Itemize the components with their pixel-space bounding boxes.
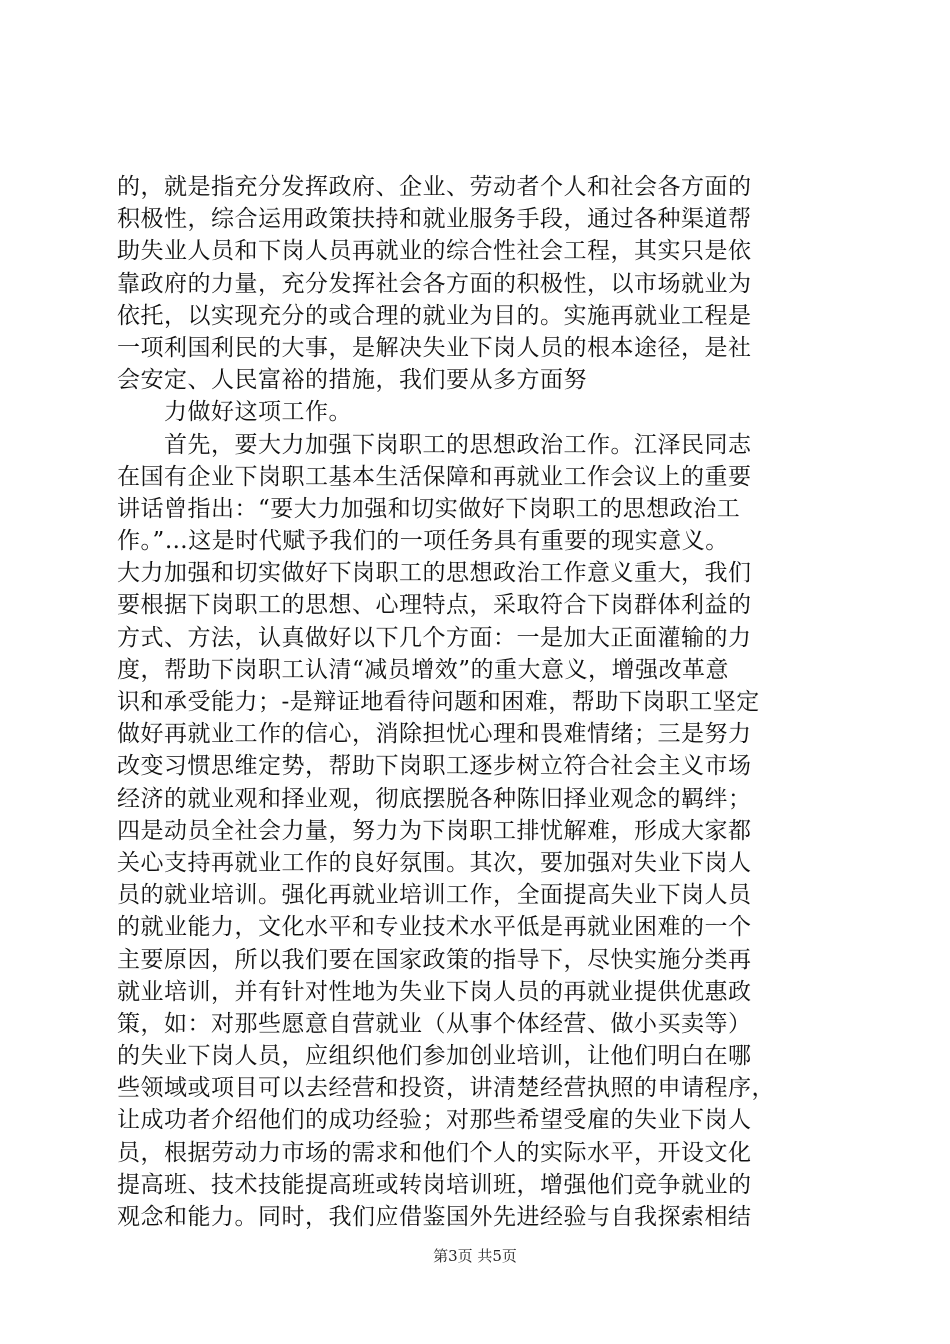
text-line: 观念和能力。同时，我们应借鉴国外先进经验与自我探索相结	[117, 1204, 752, 1230]
text-line: 度，帮助下岗职工认清“减员增效”的重大意义，增强改革意	[117, 656, 730, 683]
text-line: 要根据下岗职工的思想、心理特点，采取符合下岗群体利益的	[117, 592, 752, 619]
text-line: 做好再就业工作的信心，消除担忧心理和畏难情绪；三是努力	[117, 721, 752, 748]
text-line: 力做好这项工作。	[117, 399, 352, 426]
text-line: 的就业能力，文化水平和专业技术水平低是再就业困难的一个	[117, 914, 752, 941]
text-line: 助失业人员和下岗人员再就业的综合性社会工程，其实只是依	[117, 238, 752, 265]
text-line: 靠政府的力量，充分发挥社会各方面的积极性，以市场就业为	[117, 270, 752, 297]
text-line: 一项利国利民的大事，是解决失业下岗人员的根本途径，是社	[117, 334, 752, 361]
text-line: 改变习惯思维定势，帮助下岗职工逐步树立符合社会主义市场	[117, 753, 752, 780]
text-line: 讲话曾指出：“要大力加强和切实做好下岗职工的思想政治工	[117, 495, 741, 522]
text-line: 大力加强和切实做好下岗职工的思想政治工作意义重大，我们	[117, 560, 752, 587]
text-line: 会安定、人民富裕的措施，我们要从多方面努	[117, 367, 587, 394]
text-line: 作。”…这是时代赋予我们的一项任务具有重要的现实意义。	[117, 528, 729, 555]
text-line: 在国有企业下岗职工基本生活保障和再就业工作会议上的重要	[117, 463, 752, 490]
text-line: 方式、方法，认真做好以下几个方面：一是加大正面灌输的力	[117, 624, 752, 651]
text-line: 提高班、技术技能提高班或转岗培训班，增强他们竞争就业的	[117, 1171, 752, 1198]
text-line: 经济的就业观和择业观，彻底摆脱各种陈旧择业观念的羁绊；	[117, 785, 752, 812]
page-number-footer: 第3页 共5页	[433, 1247, 517, 1265]
text-line: 的，就是指充分发挥政府、企业、劳动者个人和社会各方面的	[117, 174, 752, 200]
text-line: 积极性，综合运用政策扶持和就业服务手段，通过各种渠道帮	[117, 206, 752, 233]
text-line: 员，根据劳动力市场的需求和他们个人的实际水平，开设文化	[117, 1139, 752, 1166]
text-line: 关心支持再就业工作的良好氛围。其次，要加强对失业下岗人	[117, 849, 752, 876]
body-text	[117, 171, 837, 1233]
text-line: 就业培训，并有针对性地为失业下岗人员的再就业提供优惠政	[117, 978, 752, 1005]
text-line: 主要原因，所以我们要在国家政策的指导下，尽快实施分类再	[117, 946, 752, 973]
text-line: 依托，以实现充分的或合理的就业为目的。实施再就业工程是	[117, 302, 752, 329]
text-line: 让成功者介绍他们的成功经验；对那些希望受雇的失业下岗人	[117, 1107, 752, 1134]
text-line: 员的就业培训。强化再就业培训工作，全面提高失业下岗人员	[117, 882, 752, 909]
text-line: 的失业下岗人员，应组织他们参加创业培训，让他们明白在哪	[117, 1043, 752, 1070]
text-line: 识和承受能力；-是辩证地看待问题和困难，帮助下岗职工坚定	[117, 689, 760, 715]
text-line: 些领域或项目可以去经营和投资，讲清楚经营执照的申请程序，	[117, 1075, 775, 1102]
text-line: 首先，要大力加强下岗职工的思想政治工作。江泽民同志	[117, 431, 752, 458]
text-line: 策，如：对那些愿意自营就业（从事个体经营、做小买卖等）	[117, 1010, 752, 1037]
text-line: 四是动员全社会力量，努力为下岗职工排忧解难，形成大家都	[117, 817, 752, 844]
